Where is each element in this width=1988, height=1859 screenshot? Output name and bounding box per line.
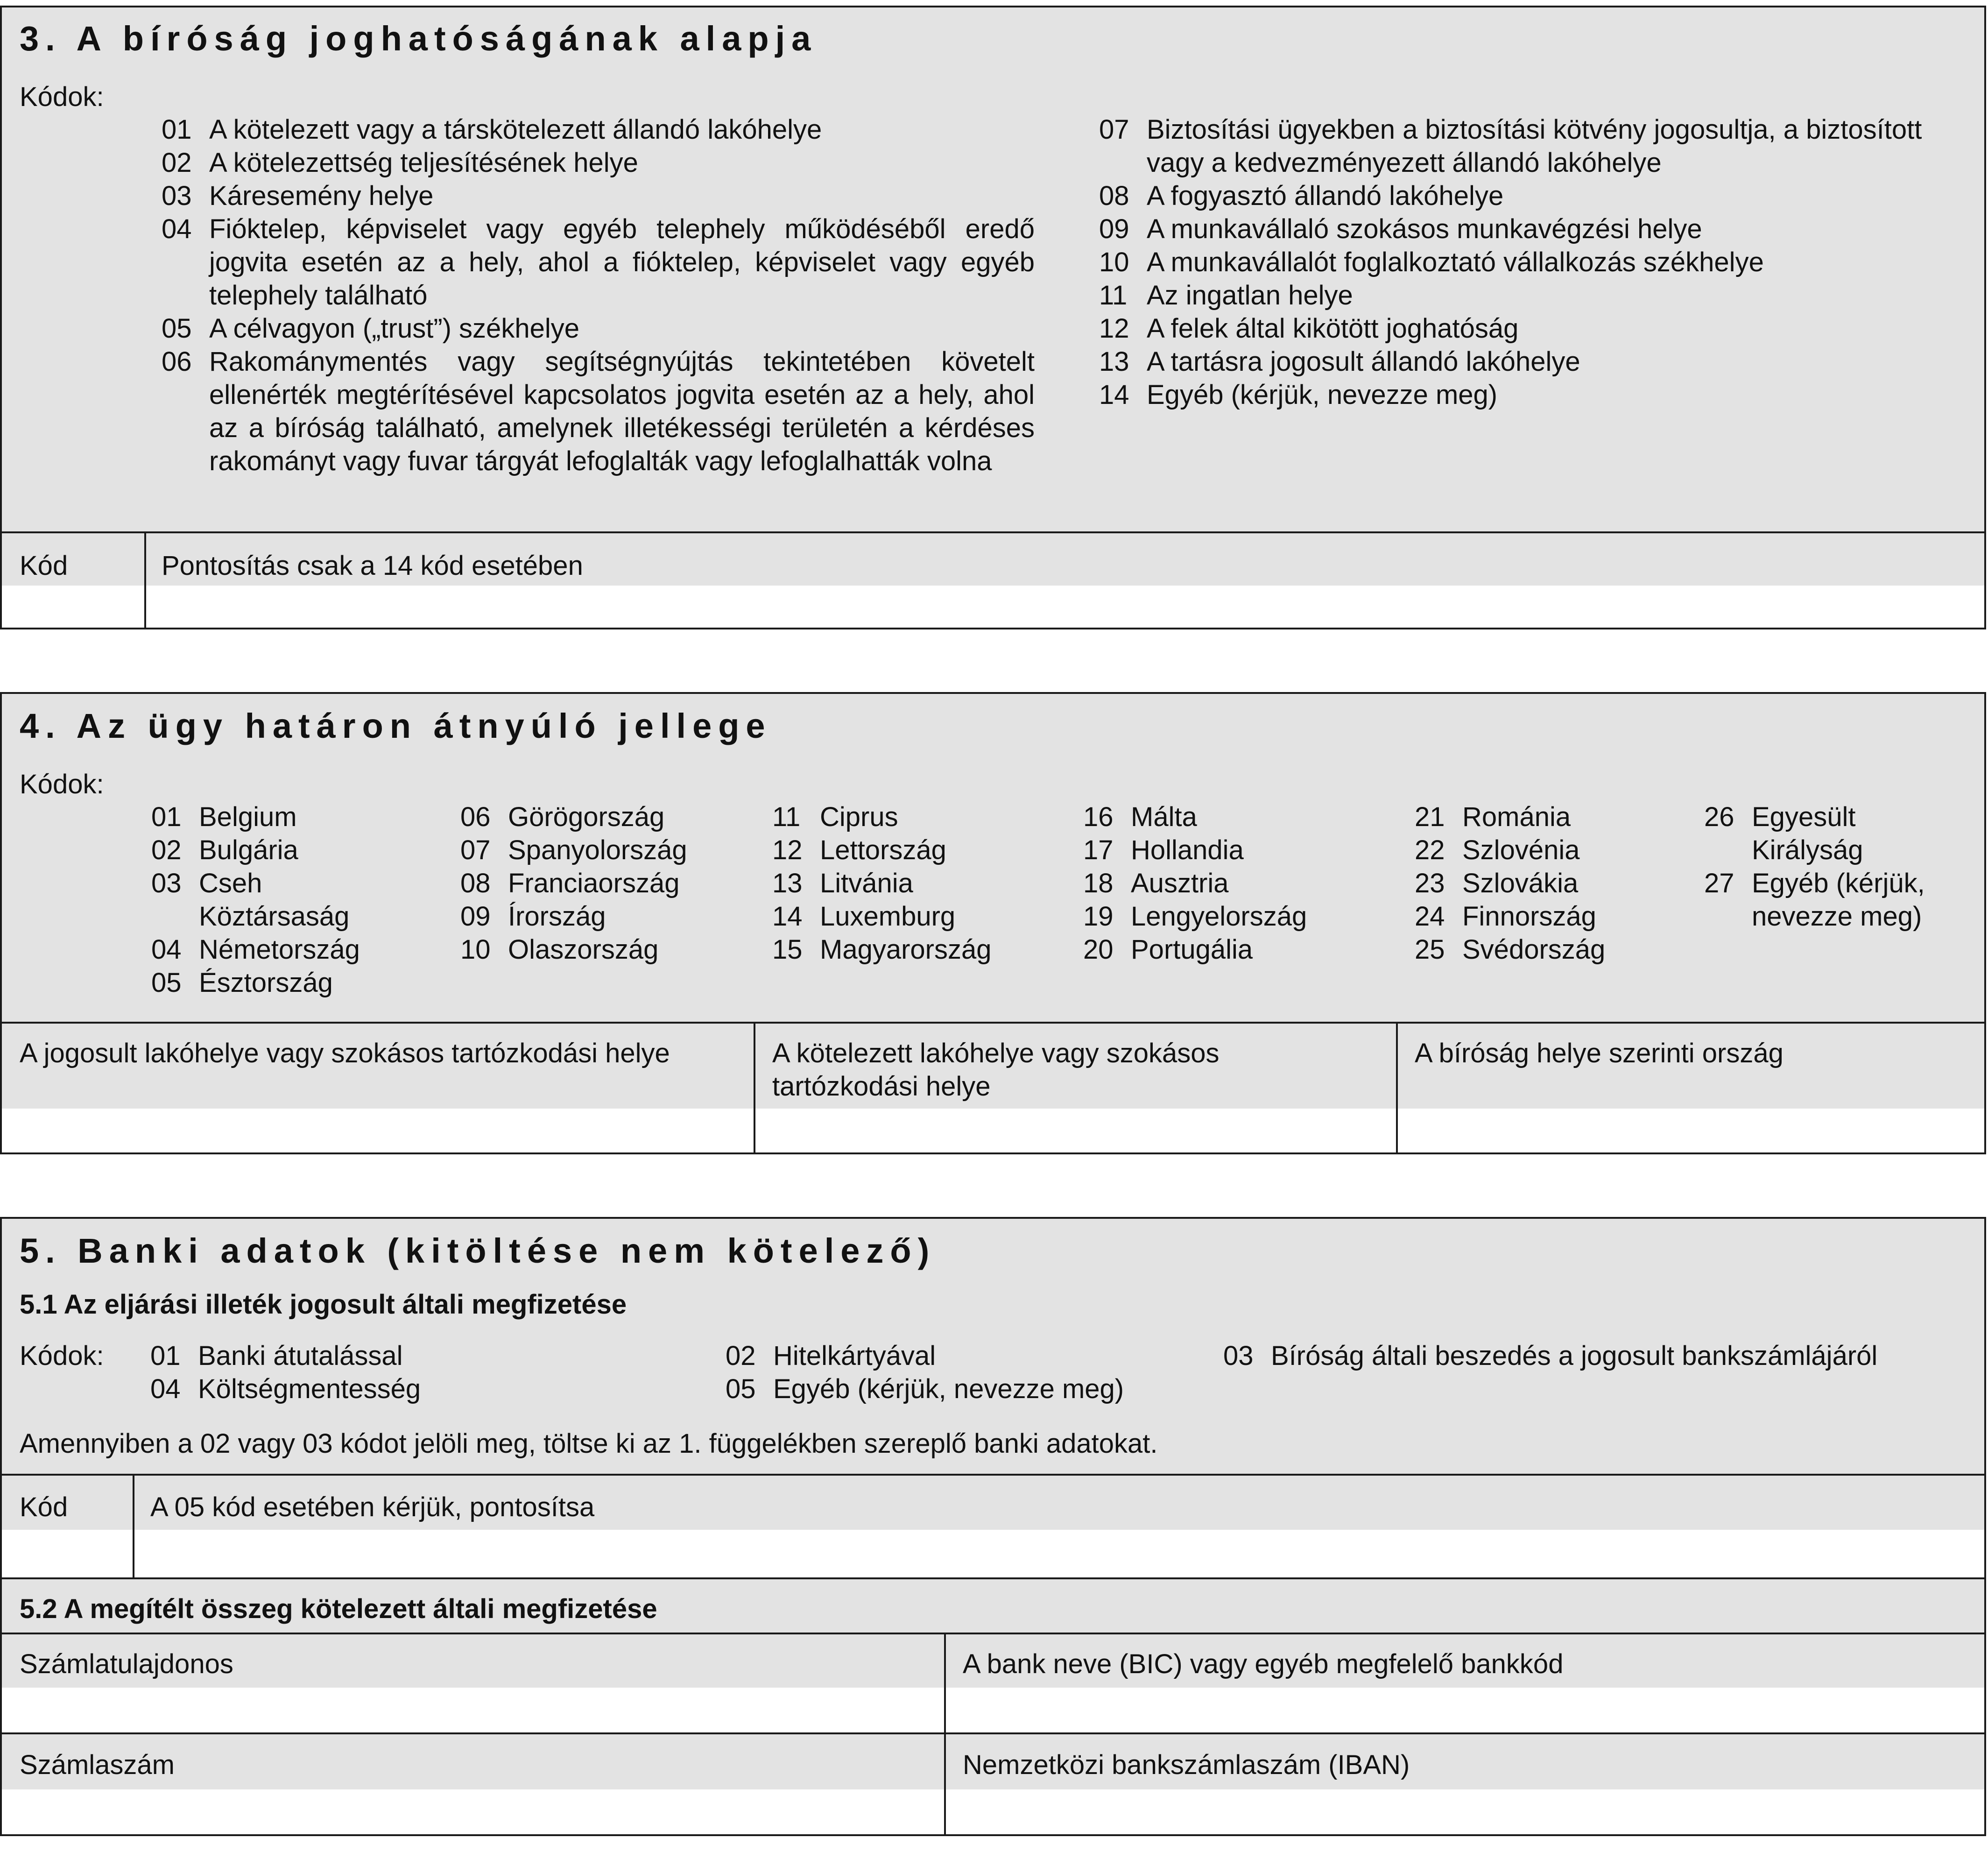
country-item [1083, 867, 1401, 900]
country-name: Olaszország [508, 934, 659, 965]
code-number: 03 [151, 868, 182, 898]
country-name: Szlovákia [1462, 868, 1579, 898]
code-field[interactable] [2, 586, 144, 628]
iban-field[interactable] [946, 1789, 1984, 1834]
code-number: 17 [1083, 835, 1114, 865]
code-text: Banki átutalással [198, 1341, 403, 1371]
code-field-label: Kód [20, 1492, 68, 1522]
code-number: 25 [1415, 934, 1445, 965]
iban-label: Nemzetközi bankszámlaszám (IBAN) [963, 1750, 1410, 1780]
code-text: Költségmentesség [198, 1374, 421, 1404]
country-item [772, 800, 1071, 834]
code-text: A kötelezett vagy a társkötelezett állandó lakóhelye [209, 114, 822, 145]
creditor-residence-field[interactable] [2, 1109, 754, 1152]
code-item [1099, 179, 1977, 212]
country-name: Magyarország [820, 934, 992, 965]
account-number-label: Számlaszám [20, 1750, 175, 1780]
code-number: 14 [1099, 380, 1129, 410]
subsection-5-1-title: 5.1 Az eljárási illeték jogosult általi megfizetése [20, 1289, 627, 1320]
code-number: 09 [460, 901, 491, 932]
code-item [162, 212, 1035, 312]
code-text: A tartásra jogosult állandó lakóhelye [1147, 346, 1580, 377]
divider [144, 533, 146, 628]
code-item [1223, 1339, 1980, 1372]
code-item [726, 1339, 1192, 1372]
note-text: Amennyiben a 02 vagy 03 kódot jelöli meg, töltse ki az 1. függelékben szereplő banki adatokat. [20, 1428, 1158, 1459]
country-name: Belgium [199, 802, 297, 832]
code-item [1099, 312, 1977, 345]
code-text: Biztosítási ügyekben a biztosítási kötvény jogosultja, a biztosított vagy a kedvezményezett állandó lakóhelye [1147, 114, 1922, 178]
code-number: 06 [460, 802, 491, 832]
code-number: 19 [1083, 901, 1114, 932]
code-item [1099, 246, 1977, 279]
section-4-title: 4. Az ügy határon átnyúló jellege [20, 707, 772, 745]
code-number: 03 [162, 181, 192, 211]
divider [754, 1024, 755, 1152]
code-number: 04 [150, 1374, 181, 1404]
specification-field[interactable] [134, 1530, 1984, 1577]
code-number: 09 [1099, 214, 1129, 244]
code-number: 01 [150, 1341, 181, 1371]
code-number: 06 [162, 346, 192, 377]
code-text: Az ingatlan helye [1147, 280, 1353, 311]
country-item [772, 933, 1071, 966]
code-number: 26 [1704, 802, 1734, 832]
country-name: Egyesült Királyság [1752, 802, 1863, 865]
code-text: Káresemény helye [209, 181, 434, 211]
code-number: 07 [1099, 114, 1129, 145]
country-item [1083, 800, 1401, 834]
country-name: Hollandia [1131, 835, 1244, 865]
country-item [151, 966, 394, 999]
section-3 [0, 6, 1986, 629]
codes-label: Kódok: [20, 769, 104, 799]
code-number: 13 [1099, 346, 1129, 377]
code-text: A célvagyon („trust”) székhelye [209, 313, 579, 344]
code-number: 10 [1099, 247, 1129, 277]
specification-field[interactable] [146, 586, 1984, 628]
code-text: A fogyasztó állandó lakóhelye [1147, 181, 1504, 211]
code-number: 05 [151, 968, 182, 998]
code-number: 11 [1099, 280, 1128, 311]
country-name: Cseh Köztársaság [199, 868, 350, 932]
code-number: 07 [460, 835, 491, 865]
country-item [151, 867, 357, 933]
code-item [150, 1372, 701, 1406]
country-name: Franciaország [508, 868, 680, 898]
debtor-residence-field[interactable] [755, 1109, 1396, 1152]
country-name: Ausztria [1131, 868, 1229, 898]
section-5 [0, 1217, 1986, 1836]
code-text: Bíróság általi beszedés a jogosult bankszámlájáról [1271, 1341, 1878, 1371]
country-name: Finnország [1462, 901, 1596, 932]
country-item [151, 800, 394, 834]
country-name: Ciprus [820, 802, 898, 832]
country-item [460, 800, 759, 834]
country-name: Írország [508, 901, 606, 932]
code-number: 22 [1415, 835, 1445, 865]
country-name: Spanyolország [508, 835, 687, 865]
code-number: 03 [1223, 1341, 1254, 1371]
country-item [460, 834, 759, 867]
code-item [162, 146, 1035, 179]
country-name: Egyéb (kérjük, nevezze meg) [1752, 868, 1925, 932]
court-country-label: A bíróság helye szerinti ország [1415, 1038, 1784, 1068]
debtor-residence-label: A kötelezett lakóhelye vagy szokásos tartózkodási helye [772, 1038, 1220, 1102]
country-name: Portugália [1131, 934, 1253, 965]
country-item [1083, 933, 1401, 966]
divider [2, 1633, 1984, 1634]
country-item [1704, 867, 1956, 933]
code-number: 04 [162, 214, 192, 244]
country-name: Lettország [820, 835, 946, 865]
code-number: 02 [726, 1341, 756, 1371]
code-text: Rakománymentés vagy segítségnyújtás tekintetében követelt ellenérték megtérítésével kapcsolatos jogvita esetén az a hely, ahol az a bíróság található, amelynek illetékességi területén a kérdéses rakományt vagy fuvar tárgyát lefoglalták vagy lefoglalhatták volna [209, 346, 1035, 476]
country-item [772, 900, 1071, 933]
country-name: Németország [199, 934, 360, 965]
code-item [726, 1372, 1192, 1406]
code-item [1099, 279, 1977, 312]
code-number: 20 [1083, 934, 1114, 965]
divider [2, 1022, 1984, 1024]
specification-field-label: Pontosítás csak a 14 kód esetében [162, 551, 583, 581]
code-number: 05 [162, 313, 192, 344]
code-text: A felek által kikötött joghatóság [1147, 313, 1519, 344]
code-text: A munkavállalót foglalkoztató vállalkozás székhelye [1147, 247, 1764, 277]
codes-label: Kódok: [20, 82, 104, 112]
divider [2, 1732, 1984, 1734]
country-name: Szlovénia [1462, 835, 1580, 865]
specification-field-label: A 05 kód esetében kérjük, pontosítsa [150, 1492, 595, 1522]
code-text: A munkavállaló szokásos munkavégzési helye [1147, 214, 1702, 244]
code-text: Egyéb (kérjük, nevezze meg) [773, 1374, 1124, 1404]
code-text: A kötelezettség teljesítésének helye [209, 148, 638, 178]
code-number: 23 [1415, 868, 1445, 898]
code-number: 11 [772, 802, 801, 832]
code-text: Fióktelep, képviselet vagy egyéb telephely működéséből eredő jogvita esetén az a hely, ahol a fióktelep, képviselet vagy egyéb telephely található [209, 214, 1035, 311]
country-item [460, 900, 759, 933]
account-holder-label: Számlatulajdonos [20, 1649, 233, 1679]
country-item [460, 867, 759, 900]
code-number: 08 [460, 868, 491, 898]
country-name: Luxemburg [820, 901, 956, 932]
code-number: 04 [151, 934, 182, 965]
codes-label: Kódok: [20, 1341, 104, 1371]
country-name: Románia [1462, 802, 1571, 832]
country-item [772, 867, 1071, 900]
country-name: Málta [1131, 802, 1197, 832]
code-number: 01 [151, 802, 182, 832]
court-country-field[interactable] [1398, 1109, 1984, 1152]
country-name: Lengyelország [1131, 901, 1307, 932]
code-item [1099, 345, 1977, 378]
creditor-residence-label: A jogosult lakóhelye vagy szokásos tartózkodási helye [20, 1038, 670, 1068]
country-item [1704, 800, 1956, 867]
country-name: Bulgária [199, 835, 298, 865]
code-text: Hitelkártyával [773, 1341, 936, 1371]
code-number: 13 [772, 868, 803, 898]
code-number: 02 [151, 835, 182, 865]
code-number: 10 [460, 934, 491, 965]
country-item [151, 933, 394, 966]
country-item [1415, 834, 1695, 867]
code-number: 12 [772, 835, 803, 865]
country-name: Észtország [199, 968, 333, 998]
code-number: 02 [162, 148, 192, 178]
country-name: Svédország [1462, 934, 1606, 965]
code-item [162, 113, 1035, 146]
code-item [150, 1339, 701, 1372]
bank-code-label: A bank neve (BIC) vagy egyéb megfelelő bankkód [963, 1649, 1564, 1679]
code-item [162, 312, 1035, 345]
country-item [1083, 834, 1401, 867]
account-holder-field[interactable] [2, 1688, 944, 1732]
code-number: 16 [1083, 802, 1114, 832]
code-number: 21 [1415, 802, 1445, 832]
account-number-field[interactable] [2, 1789, 944, 1834]
section-3-title: 3. A bíróság joghatóságának alapja [20, 19, 818, 58]
code-field[interactable] [2, 1530, 133, 1577]
country-item [151, 834, 394, 867]
country-item [1415, 800, 1695, 834]
country-name: Litvánia [820, 868, 913, 898]
bank-code-field[interactable] [946, 1688, 1984, 1732]
code-number: 08 [1099, 181, 1129, 211]
code-number: 05 [726, 1374, 756, 1404]
code-field-label: Kód [20, 551, 68, 581]
divider [2, 531, 1984, 533]
country-item [460, 933, 759, 966]
divider [2, 1577, 1984, 1579]
code-number: 18 [1083, 868, 1114, 898]
subsection-5-2-title: 5.2 A megítélt összeg kötelezett általi megfizetése [20, 1594, 657, 1624]
country-item [1415, 900, 1695, 933]
code-number: 27 [1704, 868, 1734, 898]
country-name: Görögország [508, 802, 665, 832]
section-4 [0, 692, 1986, 1154]
code-number: 12 [1099, 313, 1129, 344]
code-number: 15 [772, 934, 803, 965]
code-number: 01 [162, 114, 192, 145]
divider [944, 1634, 946, 1834]
country-item [1083, 900, 1401, 933]
code-number: 24 [1415, 901, 1445, 932]
section-5-title: 5. Banki adatok (kitöltése nem kötelező) [20, 1231, 936, 1270]
code-item [1099, 113, 1977, 179]
divider [133, 1476, 134, 1577]
country-item [772, 834, 1071, 867]
divider [1396, 1024, 1398, 1152]
code-item [1099, 212, 1977, 246]
code-text: Egyéb (kérjük, nevezze meg) [1147, 380, 1498, 410]
divider [2, 1474, 1984, 1476]
country-item [1415, 867, 1695, 900]
code-item [162, 345, 1035, 478]
code-number: 14 [772, 901, 803, 932]
code-item [162, 179, 1035, 212]
country-item [1415, 933, 1695, 966]
code-item [1099, 378, 1977, 411]
